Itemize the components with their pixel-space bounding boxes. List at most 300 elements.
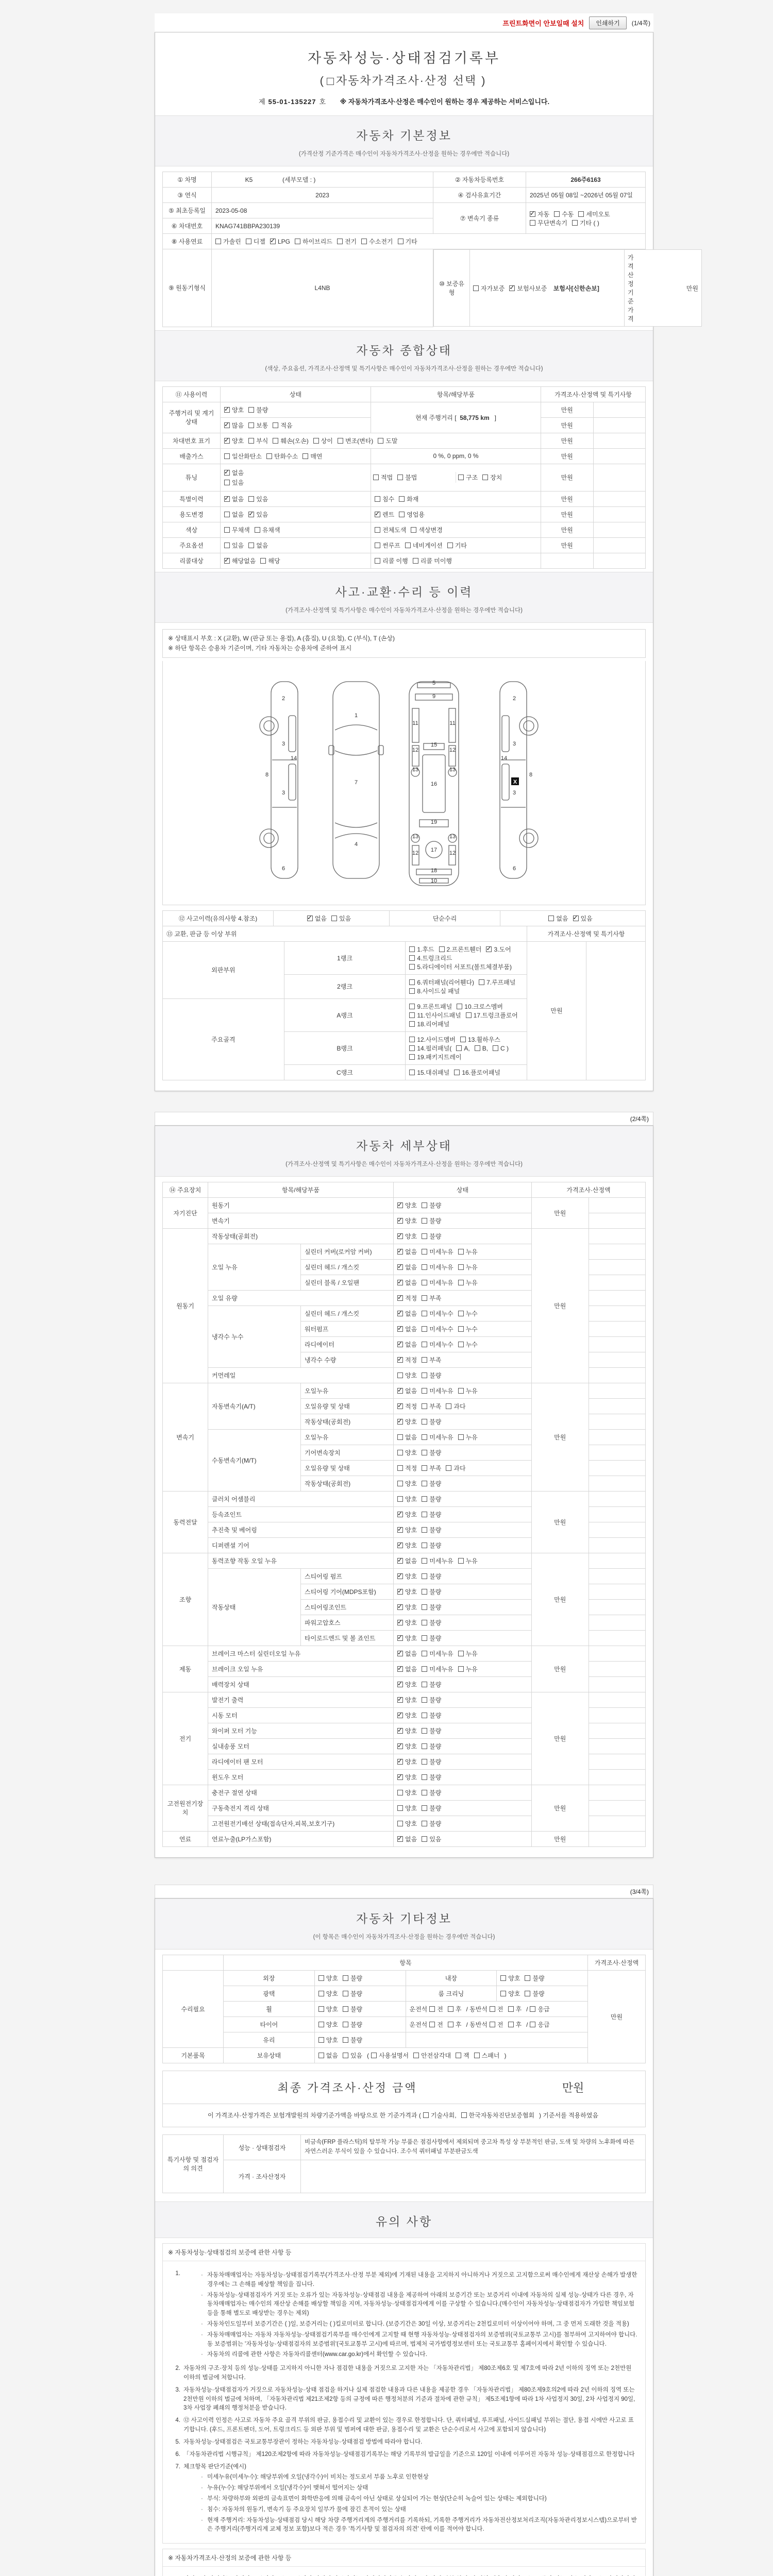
checkbox[interactable]: [422, 1202, 427, 1208]
checkbox[interactable]: [397, 1233, 403, 1239]
checkbox[interactable]: [409, 988, 415, 994]
checkbox[interactable]: [409, 1004, 415, 1009]
option: 양호: [318, 2005, 338, 2013]
detail-row: [163, 1383, 646, 1398]
option: 불량: [422, 1757, 441, 1766]
item-sub-label: 작동상태(공회전): [301, 1476, 394, 1491]
inspection-value: 2025년 05월 08일 ~2026년 05월 07일: [526, 188, 646, 203]
option: 디젤: [246, 237, 265, 246]
color-state: [221, 522, 371, 537]
checkbox[interactable]: [446, 1403, 451, 1409]
checkbox[interactable]: [448, 2006, 453, 2012]
checkbox[interactable]: [327, 78, 334, 85]
checkbox[interactable]: [422, 1821, 427, 1826]
checkbox[interactable]: [429, 2022, 435, 2027]
option: 15.대쉬패널: [409, 1068, 449, 1077]
checkbox[interactable]: [423, 2112, 429, 2118]
checkbox[interactable]: [422, 1342, 427, 1347]
state-options: [394, 1290, 532, 1306]
checkbox[interactable]: [422, 1372, 427, 1378]
checkbox[interactable]: [458, 1249, 464, 1255]
checkbox[interactable]: [456, 2053, 461, 2058]
checkbox[interactable]: [422, 1233, 427, 1239]
checkbox[interactable]: [490, 2006, 495, 2012]
final-price-unit: 만원: [562, 2081, 584, 2094]
diagram-part-number: 8: [529, 771, 533, 778]
checkbox[interactable]: [578, 211, 584, 217]
checkbox[interactable]: [422, 1682, 427, 1687]
checkbox[interactable]: [224, 453, 230, 459]
checkbox[interactable]: [422, 1357, 427, 1363]
checkbox[interactable]: [399, 512, 405, 517]
option-text: /: [526, 2021, 528, 2028]
checkbox[interactable]: [397, 1697, 403, 1703]
checkbox[interactable]: [397, 474, 403, 480]
item-sub-label: 스티어링 기어(MDPS포함): [301, 1584, 394, 1599]
option: ✓ 없음: [397, 1386, 417, 1395]
option: 응급: [530, 2005, 549, 2013]
checkbox[interactable]: [422, 1280, 427, 1285]
checkbox[interactable]: [461, 2112, 467, 2118]
checkbox[interactable]: [413, 2053, 419, 2058]
checkbox[interactable]: [458, 1388, 464, 1394]
checkbox[interactable]: [397, 1651, 403, 1656]
checkbox[interactable]: [397, 1264, 403, 1270]
checkbox[interactable]: [397, 1836, 403, 1842]
checkbox[interactable]: [397, 1311, 403, 1316]
checkbox[interactable]: [331, 916, 337, 921]
checkbox[interactable]: [397, 1357, 403, 1363]
checkbox[interactable]: [397, 1604, 403, 1610]
checkbox[interactable]: [224, 470, 230, 476]
checkbox[interactable]: [422, 1805, 427, 1811]
checkbox[interactable]: [260, 558, 266, 564]
checkbox[interactable]: [399, 496, 405, 502]
checkbox[interactable]: [313, 438, 319, 444]
checkbox[interactable]: [422, 1496, 427, 1502]
checkbox[interactable]: [246, 239, 251, 244]
checkbox[interactable]: [273, 438, 278, 444]
checkbox[interactable]: [375, 512, 380, 517]
option: 불량: [422, 1371, 441, 1380]
checkbox[interactable]: [224, 407, 230, 413]
checkbox[interactable]: [397, 1589, 403, 1595]
checkbox[interactable]: [397, 1573, 403, 1579]
checkbox[interactable]: [422, 1635, 427, 1641]
car-name-label: ① 차명: [163, 172, 212, 188]
checkbox[interactable]: [397, 1666, 403, 1672]
checkbox[interactable]: [474, 2053, 480, 2058]
checkbox[interactable]: [397, 1512, 403, 1517]
checkbox[interactable]: [525, 1975, 530, 1981]
checkbox[interactable]: [422, 1728, 427, 1734]
checkbox[interactable]: [573, 916, 579, 921]
option: 누유: [458, 1247, 478, 1256]
checkbox[interactable]: [215, 239, 221, 244]
checkbox[interactable]: [554, 211, 560, 217]
checkbox[interactable]: [409, 946, 415, 952]
checkbox[interactable]: [397, 1728, 403, 1734]
checkbox[interactable]: [500, 1975, 506, 1981]
option-text: /: [526, 2005, 528, 2013]
checkbox[interactable]: [397, 1713, 403, 1718]
checkbox[interactable]: [255, 527, 260, 533]
checkbox[interactable]: [397, 1326, 403, 1332]
checkbox[interactable]: [493, 1045, 498, 1051]
checkbox[interactable]: [224, 558, 230, 564]
checkbox[interactable]: [457, 1004, 462, 1009]
checkbox[interactable]: [422, 1743, 427, 1749]
checkbox[interactable]: [318, 2022, 324, 2027]
option: 불량: [422, 1804, 441, 1812]
checkbox[interactable]: [490, 2022, 495, 2027]
checkbox[interactable]: [224, 527, 230, 533]
detail-price: 만원: [532, 1383, 589, 1491]
checkbox[interactable]: [343, 1975, 348, 1981]
state-options: [394, 1321, 532, 1336]
checkbox[interactable]: [458, 1264, 464, 1270]
checkbox[interactable]: [343, 2053, 348, 2058]
option: ✓ 양호: [224, 436, 244, 445]
notice-item-number: 3.: [175, 2386, 180, 2393]
checkbox[interactable]: [378, 438, 383, 444]
checkbox[interactable]: [482, 474, 488, 480]
checkbox[interactable]: [397, 1218, 403, 1224]
etc-item-options: [497, 1986, 588, 2001]
recall-state: [221, 553, 371, 568]
mileage-value: 58,775 km: [460, 414, 490, 421]
checkbox[interactable]: [447, 543, 453, 548]
checkbox[interactable]: [508, 2022, 514, 2027]
checkbox[interactable]: [422, 1419, 427, 1425]
checkbox[interactable]: [397, 1620, 403, 1625]
checkbox[interactable]: [422, 1666, 427, 1672]
detail-sub: (가격조사·산정액 및 특기사항은 매수인이 자동차가격조사·산정을 원하는 경우에만 적습니다): [285, 1161, 523, 1167]
checkbox[interactable]: [397, 1543, 403, 1548]
checkbox[interactable]: [248, 543, 254, 548]
checkbox[interactable]: [266, 453, 272, 459]
option: 미세누수: [422, 1340, 453, 1349]
etc-empty-cell: [406, 2032, 588, 2047]
checkbox[interactable]: [572, 220, 578, 226]
diagram-part-number: 13: [412, 766, 419, 773]
checkbox[interactable]: [508, 2006, 514, 2012]
checkbox[interactable]: [405, 543, 411, 548]
checkbox[interactable]: [422, 1697, 427, 1703]
checkbox[interactable]: [397, 1743, 403, 1749]
checkbox[interactable]: [397, 1249, 403, 1255]
checkbox[interactable]: [509, 285, 515, 291]
option: ✓ 없음: [397, 1263, 417, 1272]
checkbox[interactable]: [361, 239, 367, 244]
checkbox[interactable]: [397, 1558, 403, 1564]
option: 전: [490, 2020, 503, 2029]
checkbox[interactable]: [343, 2006, 348, 2012]
checkbox[interactable]: [397, 1821, 403, 1826]
checkbox[interactable]: [397, 1403, 403, 1409]
diagram-part-number: 6: [281, 865, 285, 872]
checkbox[interactable]: [479, 979, 484, 985]
etc-item-label: 광택: [224, 1986, 315, 2001]
checkbox[interactable]: [397, 1790, 403, 1795]
checkbox[interactable]: [397, 1481, 403, 1486]
checkbox[interactable]: [337, 239, 343, 244]
notice-item-number: 7.: [175, 2463, 180, 2470]
checkbox[interactable]: [409, 1054, 415, 1060]
year-label: ③ 연식: [163, 188, 212, 203]
note-cell: [593, 506, 646, 522]
device-label: 동력전달: [163, 1491, 208, 1553]
detail-note: [589, 1352, 646, 1367]
checkbox[interactable]: [397, 1635, 403, 1641]
checkbox[interactable]: [460, 1037, 466, 1042]
checkbox[interactable]: [371, 2053, 377, 2058]
checkbox[interactable]: [373, 474, 379, 480]
abnormal-label: ⑬ 교환, 판금 등 이상 부위: [163, 926, 527, 941]
etc-item-label: 휠: [224, 2001, 315, 2016]
notice-bullet: · 누유(누수): 해당부위에서 오일(냉각수)이 맺혀서 떨어지는 상태: [201, 2485, 368, 2492]
checkbox[interactable]: [248, 512, 254, 517]
checkbox[interactable]: [422, 1403, 427, 1409]
checkbox[interactable]: [224, 512, 230, 517]
checkbox[interactable]: [397, 1280, 403, 1285]
checkbox[interactable]: [343, 2037, 348, 2043]
checkbox[interactable]: [422, 1604, 427, 1610]
checkbox[interactable]: [224, 422, 230, 428]
option: 불량: [525, 1989, 544, 1998]
option: ✓ 양호: [397, 1572, 417, 1581]
checkbox[interactable]: [458, 1342, 464, 1347]
price-cell: 만원: [541, 522, 594, 537]
checkbox[interactable]: [318, 2053, 324, 2058]
notice-band: [155, 2201, 653, 2238]
checkbox[interactable]: [422, 1774, 427, 1780]
state-options: [394, 1352, 532, 1367]
checkbox[interactable]: [224, 438, 230, 444]
print-button[interactable]: 인쇄하기: [589, 16, 626, 29]
checkbox[interactable]: [397, 1465, 403, 1471]
checkbox[interactable]: [422, 1558, 427, 1564]
checkbox[interactable]: [397, 1202, 403, 1208]
checkbox[interactable]: [375, 558, 380, 564]
checkbox[interactable]: [397, 1496, 403, 1502]
checkbox[interactable]: [422, 1326, 427, 1332]
basic-items-label: 기본품목: [163, 2047, 224, 2063]
checkbox[interactable]: [422, 1512, 427, 1517]
checkbox[interactable]: [422, 1713, 427, 1718]
option: 양호: [318, 2020, 338, 2029]
option: 전: [490, 2005, 503, 2013]
checkbox[interactable]: [422, 1759, 427, 1765]
checkbox[interactable]: [413, 558, 418, 564]
accident-sub: (가격조사·산정액 및 특기사항은 매수인이 자동차가격조사·산정을 원하는 경우에만 적습니다): [285, 607, 523, 614]
detail-note: [589, 1290, 646, 1306]
checkbox[interactable]: [398, 239, 404, 244]
checkbox[interactable]: [318, 2006, 324, 2012]
checkbox[interactable]: [248, 422, 254, 428]
diagram-part-number: 12: [449, 850, 456, 856]
checkbox[interactable]: [458, 1434, 464, 1440]
rank2-options: [406, 974, 527, 998]
print-install-hint[interactable]: 프린트화면이 안보일때 설치: [502, 19, 584, 27]
checkbox[interactable]: [530, 220, 535, 226]
checkbox[interactable]: [458, 1558, 464, 1564]
checkbox[interactable]: [409, 1037, 415, 1042]
checkbox[interactable]: [422, 1311, 427, 1316]
remarks-appraiser-text: [301, 2160, 646, 2193]
checkbox[interactable]: [422, 1790, 427, 1795]
checkbox[interactable]: [397, 1682, 403, 1687]
etc-item-options: [314, 1986, 406, 2001]
checkbox[interactable]: [422, 1573, 427, 1579]
checkbox[interactable]: [397, 1388, 403, 1394]
checkbox[interactable]: [343, 1991, 348, 1996]
checkbox[interactable]: [397, 1419, 403, 1425]
checkbox[interactable]: [473, 285, 479, 291]
checkbox[interactable]: [375, 527, 380, 533]
checkbox[interactable]: [375, 496, 380, 502]
notice-bullet: · 자동차매매업자는 자동차성능·상태점검기록부(가격조사·산정 부분 제외)에 기재된 내용을 고지하지 아니하거나 거짓으로 고지함으로써 매수인에게 재산상 손해가 발생한 경우에는 그 손해를 배상할 책임을 집니다.: [201, 2272, 637, 2287]
checkbox[interactable]: [422, 1295, 427, 1301]
checkbox[interactable]: [248, 438, 254, 444]
option: 적음: [273, 421, 292, 430]
checkbox[interactable]: [397, 1434, 403, 1440]
checkbox[interactable]: [224, 543, 230, 548]
checkbox[interactable]: [411, 527, 416, 533]
price-cell: [541, 553, 594, 568]
checkbox[interactable]: [458, 474, 464, 480]
checkbox[interactable]: [422, 1249, 427, 1255]
checkbox[interactable]: [456, 1045, 462, 1051]
checkbox[interactable]: [530, 2022, 535, 2027]
diagram-part-number: 12: [412, 747, 419, 753]
checkbox[interactable]: [224, 480, 230, 485]
checkbox[interactable]: [318, 1975, 324, 1981]
checkbox[interactable]: [409, 1045, 415, 1051]
diagram-part-number: 17: [430, 846, 438, 853]
checkbox[interactable]: [458, 1280, 464, 1285]
checkbox[interactable]: [548, 916, 554, 921]
checkbox[interactable]: [248, 496, 254, 502]
detail-row: [163, 1831, 646, 1846]
checkbox[interactable]: [530, 211, 535, 217]
checkbox[interactable]: [500, 1991, 506, 1996]
accident-legend-line1: ※ 상태표시 부호 : X (교환), W (판금 또는 용접), A (흠집), U (요철), C (부식), T (손상): [168, 634, 395, 642]
checkbox[interactable]: [422, 1620, 427, 1625]
checkbox[interactable]: [422, 1388, 427, 1394]
checkbox[interactable]: [454, 1070, 460, 1075]
checkbox[interactable]: [458, 1326, 464, 1332]
checkbox[interactable]: [318, 1991, 324, 1996]
checkbox[interactable]: [397, 1805, 403, 1811]
checkbox[interactable]: [458, 1311, 464, 1316]
option: 있음: [224, 541, 244, 550]
checkbox[interactable]: [270, 239, 276, 244]
checkbox[interactable]: [439, 946, 445, 952]
checkbox[interactable]: [422, 1481, 427, 1486]
checkbox[interactable]: [343, 2022, 348, 2027]
option: ✓많음: [224, 421, 244, 430]
item-label: 변속기: [208, 1213, 394, 1228]
checkbox[interactable]: [446, 1465, 451, 1471]
checkbox[interactable]: [422, 1651, 427, 1656]
checkbox[interactable]: [458, 1666, 464, 1672]
option: ✓ 양호: [397, 1773, 417, 1782]
checkbox[interactable]: [466, 1012, 472, 1018]
option: ✓ 해당없음: [224, 556, 256, 565]
checkbox[interactable]: [303, 453, 308, 459]
checkbox[interactable]: [422, 1589, 427, 1595]
overall-sub: (색상, 주요옵션, 가격조사·산정액 및 특기사항은 매수인이 자동차가격조사·산정을 원하는 경우에만 적습니다): [265, 365, 543, 372]
checkbox[interactable]: [307, 916, 313, 921]
checkbox[interactable]: [409, 1070, 415, 1075]
checkbox[interactable]: [422, 1465, 427, 1471]
option: ✓ 있음: [248, 510, 268, 519]
notice-bullet: · 침수: 자동차의 원동기, 변속기 등 주요장치 일부가 물에 잠긴 흔적이 있는 상태: [201, 2506, 406, 2513]
checkbox[interactable]: [409, 979, 415, 985]
checkbox[interactable]: [422, 1527, 427, 1533]
checkbox[interactable]: [397, 1527, 403, 1533]
checkbox[interactable]: [397, 1759, 403, 1765]
checkbox[interactable]: [295, 239, 300, 244]
reg-no-label: ② 자동차등록번호: [433, 172, 526, 188]
checkbox[interactable]: [318, 2037, 324, 2043]
option: 영업용: [399, 510, 425, 519]
checkbox[interactable]: [409, 955, 415, 961]
checkbox[interactable]: [422, 1836, 427, 1842]
checkbox[interactable]: [248, 407, 254, 413]
checkbox[interactable]: [397, 1774, 403, 1780]
checkbox[interactable]: [486, 946, 492, 952]
checkbox[interactable]: [458, 1651, 464, 1656]
main-option-row: [163, 537, 646, 553]
overall-h2: 상태: [221, 386, 371, 402]
checkbox[interactable]: [273, 422, 278, 428]
checkbox[interactable]: [475, 1045, 480, 1051]
checkbox[interactable]: [409, 964, 415, 970]
checkbox[interactable]: [530, 2006, 535, 2012]
device-label: 전기: [163, 1692, 208, 1785]
option: 가솔린: [215, 237, 241, 246]
checkbox[interactable]: [429, 2006, 435, 2012]
option: 안전삼각대: [413, 2051, 451, 2060]
checkbox[interactable]: [397, 1295, 403, 1301]
option: 미세누유: [422, 1263, 453, 1272]
checkbox[interactable]: [397, 1372, 403, 1378]
checkbox[interactable]: [422, 1264, 427, 1270]
option: 누유: [458, 1556, 478, 1565]
checkbox[interactable]: [525, 1991, 530, 1996]
checkbox[interactable]: [422, 1218, 427, 1224]
vin-label: ⑥ 차대번호: [163, 218, 212, 234]
option-text: (: [367, 2052, 369, 2059]
state-options: [394, 1197, 532, 1213]
checkbox[interactable]: [422, 1434, 427, 1440]
checkbox[interactable]: [224, 496, 230, 502]
checkbox[interactable]: [409, 1021, 415, 1027]
item-label: 브레이크 오일 누유: [208, 1661, 394, 1676]
checkbox[interactable]: [397, 1450, 403, 1455]
checkbox[interactable]: [375, 543, 380, 548]
checkbox[interactable]: [409, 1012, 415, 1018]
checkbox[interactable]: [338, 438, 343, 444]
checkbox[interactable]: [397, 1342, 403, 1347]
checkbox[interactable]: [448, 2022, 453, 2027]
checkbox[interactable]: [422, 1543, 427, 1548]
checkbox[interactable]: [422, 1450, 427, 1455]
item-sub-label: 기어변속장치: [301, 1445, 394, 1460]
detail-note: [589, 1723, 646, 1738]
